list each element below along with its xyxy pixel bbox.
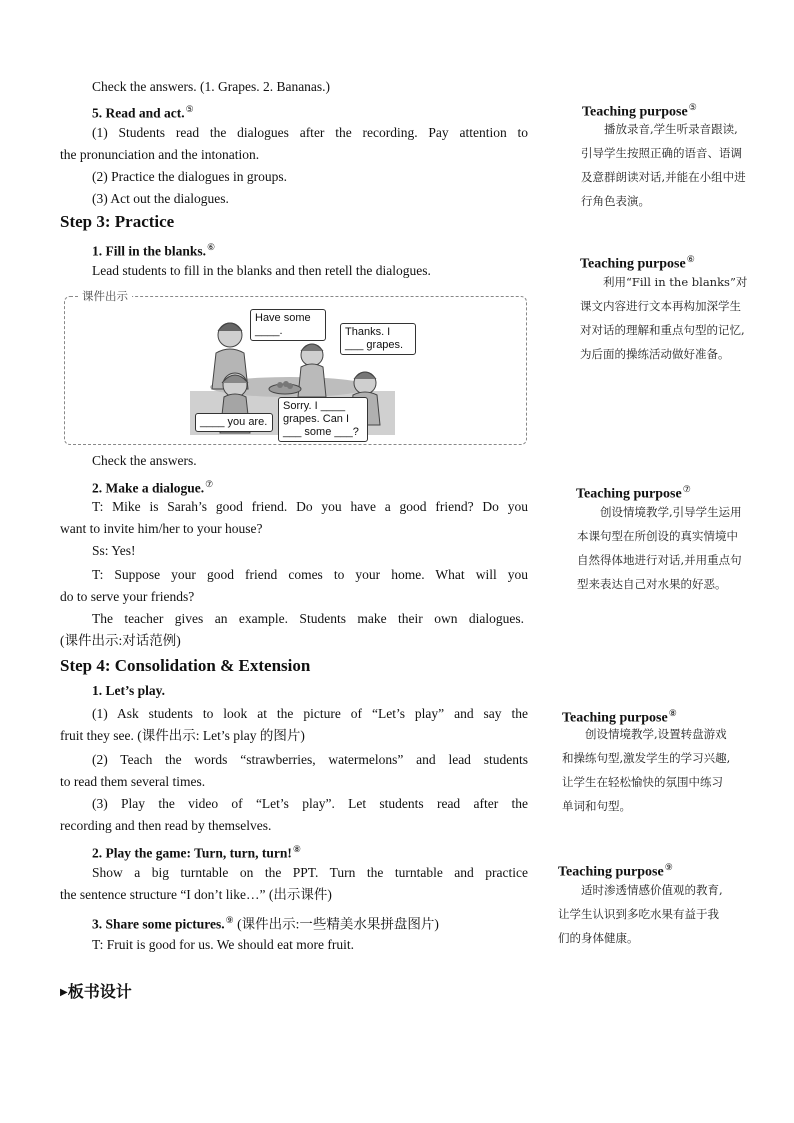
play-step-3b: recording and then read by themselves.	[60, 818, 272, 833]
step-3-heading: Step 3: Practice	[60, 212, 175, 231]
make-dialogue-heading: 2. Make a dialogue.⑦	[92, 479, 214, 496]
share-pictures-heading: 3. Share some pictures.⑨ (课件出示:一些精美水果拼盘图片)	[92, 915, 439, 932]
game-heading: 2. Play the game: Turn, turn, turn!⑧	[92, 844, 301, 861]
teacher-example-b: (课件出示:对话范例)	[60, 633, 181, 648]
fruit-good-line: T: Fruit is good for us. We should eat more fruit.	[92, 937, 354, 952]
play-step-1b: fruit they see. (课件出示: Let’s play 的图片)	[60, 728, 305, 743]
read-act-step-1a: (1) Students read the dialogues after the recording. Pay attention to	[92, 125, 528, 140]
triangle-bullet-icon: ▶	[60, 987, 68, 998]
check-answers-1: Check the answers. (1. Grapes. 2. Bananas.)	[92, 79, 331, 94]
teaching-purpose-9-title: Teaching purpose⑨	[558, 862, 673, 880]
play-step-2b: to read them several times.	[60, 774, 206, 789]
step-4-heading: Step 4: Consolidation & Extension	[60, 656, 311, 675]
teaching-purpose-8-title: Teaching purpose⑧	[562, 708, 677, 726]
check-answers-2: Check the answers.	[92, 453, 197, 468]
teacher-example-a: The teacher gives an example. Students make their own dialogues.	[92, 611, 524, 626]
teaching-purpose-6-body: 利用“Fill in the blanks”对课文内容进行文本再构加深学生对对话的理解和重点句型的记忆,为后面的操练活动做好准备。	[580, 275, 748, 361]
lets-play-heading: 1. Let’s play.	[92, 683, 166, 698]
read-act-step-3: (3) Act out the dialogues.	[92, 191, 229, 206]
teacher-line-1a: T: Mike is Sarah’s good friend. Do you have a good friend? Do you	[92, 499, 528, 514]
speech-bubble-you-are: ____ you are.	[195, 413, 273, 432]
board-design-heading: ▶板书设计	[60, 982, 132, 1001]
teaching-purpose-7-body: 创设情境教学,引导学生运用本课句型在所创设的真实情境中自然得体地进行对话,并用重点句型来表达自己对水果的好恶。	[577, 505, 742, 591]
teaching-purpose-6-title: Teaching purpose⑥	[580, 254, 695, 272]
read-act-step-2: (2) Practice the dialogues in groups.	[92, 169, 287, 184]
read-act-step-1b: the pronunciation and the intonation.	[60, 147, 260, 162]
teacher-line-2a: T: Suppose your good friend comes to your home. What will you	[92, 567, 528, 582]
students-reply: Ss: Yes!	[92, 543, 136, 558]
teaching-purpose-7-title: Teaching purpose⑦	[576, 484, 691, 502]
game-text-a: Show a big turntable on the PPT. Turn the turntable and practice	[92, 865, 528, 880]
teacher-line-1b: want to invite him/her to your house?	[60, 521, 263, 536]
speech-bubble-have-some: Have some ____.	[250, 309, 326, 341]
speech-bubble-thanks: Thanks. I ___ grapes.	[340, 323, 416, 355]
teaching-purpose-8-body: 创设情境教学,设置转盘游戏和操练句型,激发学生的学习兴趣,让学生在轻松愉快的氛围中练习单词和句型。	[562, 727, 731, 813]
speech-bubble-sorry: Sorry. I ____ grapes. Can I ___ some ___?	[278, 397, 368, 442]
teaching-purpose-5-body: 播放录音,学生听录音跟读,引导学生按照正确的语音、语调及意群朗读对话,并能在小组中进行角色表演。	[581, 122, 746, 208]
play-step-2a: (2) Teach the words “strawberries, watermelons” and lead students	[92, 752, 528, 767]
play-step-3a: (3) Play the video of “Let’s play”. Let students read after the	[92, 796, 528, 811]
teaching-purpose-9-body: 适时渗透情感价值观的教育,让学生认识到多吃水果有益于我们的身体健康。	[558, 883, 723, 945]
courseware-label: 课件出示	[78, 288, 132, 304]
game-text-b: the sentence structure “I don’t like…” (出示课件)	[60, 887, 332, 902]
fill-blanks-heading: 1. Fill in the blanks.⑥	[92, 242, 216, 259]
fill-blanks-text: Lead students to fill in the blanks and then retell the dialogues.	[92, 263, 431, 278]
teaching-purpose-5-title: Teaching purpose⑤	[582, 102, 697, 120]
teacher-line-2b: do to serve your friends?	[60, 589, 195, 604]
play-step-1a: (1) Ask students to look at the picture of “Let’s play” and say the	[92, 706, 528, 721]
read-act-heading: 5. Read and act.⑤	[92, 104, 194, 121]
